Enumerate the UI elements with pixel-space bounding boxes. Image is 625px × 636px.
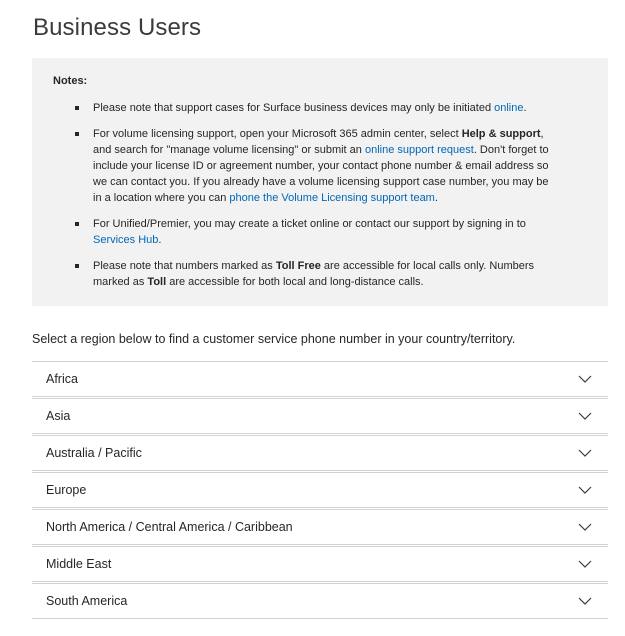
note-link[interactable]: online support request bbox=[364, 144, 474, 156]
region-label: Australia / Pacific bbox=[46, 446, 142, 460]
region-accordion bbox=[32, 361, 608, 620]
note-text: , and search for "manage volume licensing" or submit an bbox=[93, 128, 544, 156]
region-africa-toggle[interactable] bbox=[32, 361, 608, 397]
region-label: Middle East bbox=[46, 557, 112, 571]
note-text: are accessible for local calls only. Numbers marked as bbox=[93, 260, 535, 288]
page-title: Business Users bbox=[33, 14, 202, 41]
region-label: Asia bbox=[46, 409, 71, 423]
square-bullet-icon bbox=[75, 264, 79, 268]
region-intro-text: Select a region below to find a customer service phone number in your country/territory. bbox=[32, 332, 516, 346]
square-bullet-icon bbox=[75, 106, 79, 110]
region-label: South America bbox=[46, 594, 128, 608]
note-item bbox=[53, 258, 588, 290]
note-text: Please note that numbers marked as bbox=[93, 260, 276, 272]
note-text: are accessible for both local and long-distance calls. bbox=[166, 276, 424, 288]
region-north-central-america-caribbean-toggle[interactable] bbox=[32, 509, 608, 545]
square-bullet-icon bbox=[75, 222, 79, 226]
region-asia-toggle[interactable] bbox=[32, 398, 608, 434]
note-text: For volume licensing support, open your Microsoft 365 admin center, select bbox=[93, 128, 462, 140]
note-link[interactable]: Services Hub bbox=[93, 234, 159, 246]
chevron-down-icon[interactable] bbox=[578, 486, 592, 494]
note-item bbox=[53, 216, 588, 248]
note-text: . bbox=[434, 192, 438, 204]
square-bullet-icon bbox=[75, 132, 79, 136]
note-emphasis: Toll Free bbox=[275, 260, 321, 272]
chevron-down-icon[interactable] bbox=[578, 449, 592, 457]
note-emphasis: Help & support bbox=[461, 128, 541, 140]
note-link[interactable]: phone the Volume Licensing support team bbox=[229, 192, 435, 204]
note-item bbox=[53, 100, 588, 116]
chevron-down-icon[interactable] bbox=[578, 375, 592, 383]
note-emphasis: Toll bbox=[147, 276, 167, 288]
region-south-america-toggle[interactable] bbox=[32, 583, 608, 619]
note-text: . bbox=[158, 234, 162, 246]
region-europe-toggle[interactable] bbox=[32, 472, 608, 508]
region-label: Africa bbox=[46, 372, 78, 386]
region-label: Europe bbox=[46, 483, 87, 497]
chevron-down-icon[interactable] bbox=[578, 597, 592, 605]
chevron-down-icon[interactable] bbox=[578, 412, 592, 420]
note-text: For Unified/Premier, you may create a ticket online or contact our support by signing in to bbox=[93, 218, 526, 230]
region-middle-east-toggle[interactable] bbox=[32, 546, 608, 582]
note-link[interactable]: online bbox=[494, 102, 524, 114]
notes-box bbox=[32, 58, 608, 306]
region-label: North America / Central America / Caribbean bbox=[46, 520, 293, 534]
note-item bbox=[53, 126, 588, 206]
region-australia-pacific-toggle[interactable] bbox=[32, 435, 608, 471]
notes-list bbox=[53, 100, 588, 290]
note-text: . bbox=[523, 102, 527, 114]
notes-title: Notes: bbox=[53, 75, 88, 87]
chevron-down-icon[interactable] bbox=[578, 523, 592, 531]
note-text: Please note that support cases for Surface business devices may only be initiated bbox=[93, 102, 495, 114]
note-text: . Don't forget to include your license ID or agreement number, your contact phone number & email address so we can contact you. If you already have a volume licensing support case number, you may be in a location where you can bbox=[93, 144, 549, 204]
chevron-down-icon[interactable] bbox=[578, 560, 592, 568]
